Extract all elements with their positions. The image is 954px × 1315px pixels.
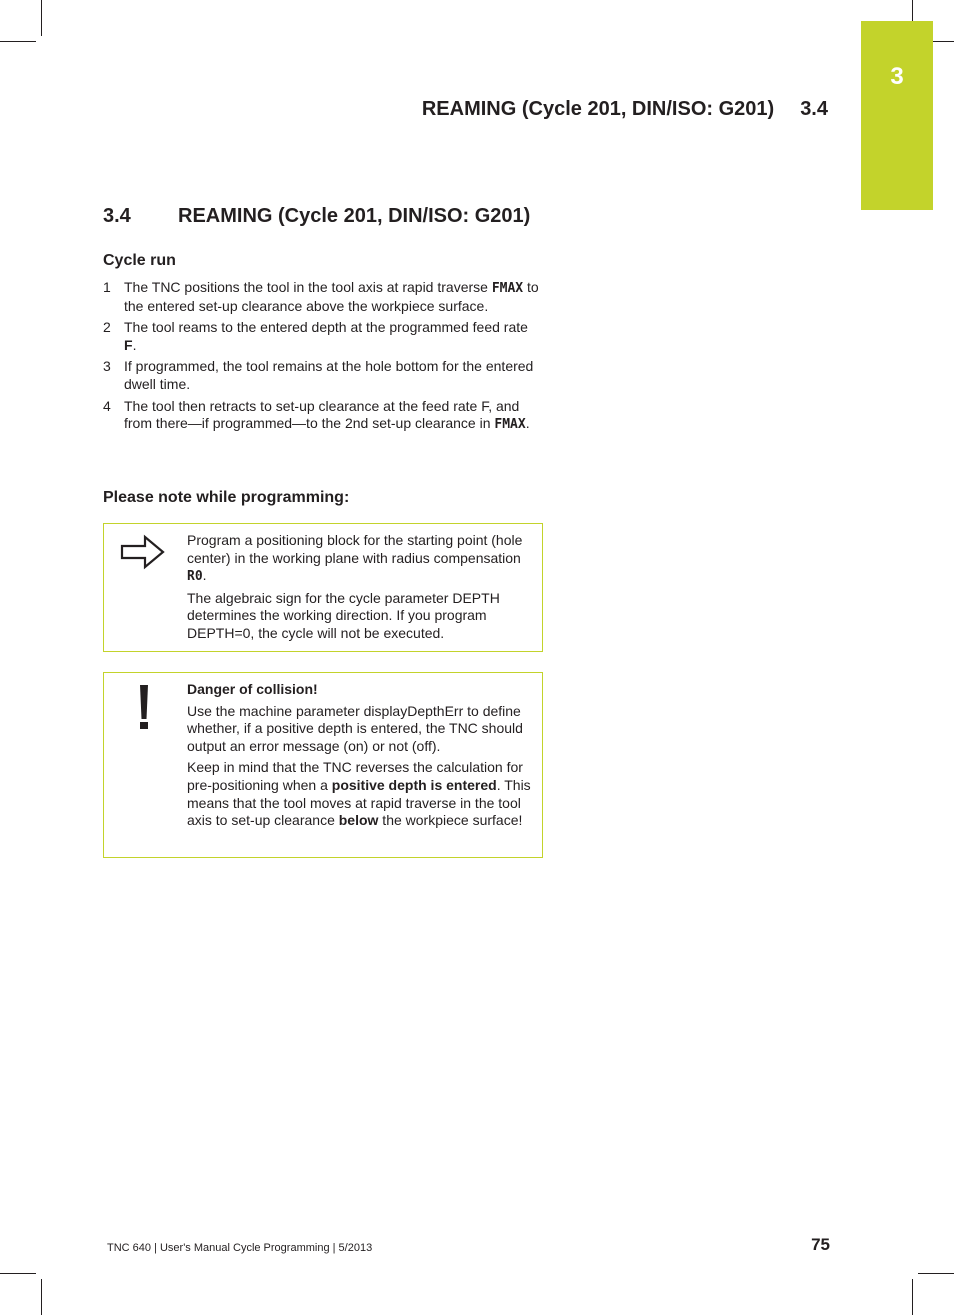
step-text: The TNC positions the tool in the tool axis at rapid traverse (124, 279, 492, 295)
step-code: F (124, 336, 133, 353)
note-code: R0 (187, 569, 203, 585)
notes-heading: Please note while programming: (103, 489, 350, 506)
crop-mark (912, 1279, 913, 1315)
footer-text: TNC 640 | User's Manual Cycle Programming | 5/2013 (107, 1242, 373, 1254)
section-title (103, 205, 530, 228)
crop-mark (918, 1273, 954, 1274)
step-code: FMAX (494, 417, 526, 433)
page-number: 75 (811, 1235, 830, 1254)
step-number: 1 (103, 279, 111, 295)
chapter-number: 3 (890, 63, 904, 90)
step-text: The tool reams to the entered depth at the programmed feed rate (124, 319, 528, 336)
step-number: 3 (103, 358, 111, 375)
step-text: If programmed, the tool remains at the hole bottom for the entered dwell time. (124, 358, 534, 392)
warning-paragraph: Use the machine parameter displayDepthErr to define whether, if a positive depth is entered, the TNC should output an error message (on) or not (off). (187, 702, 523, 754)
running-head-number: 3.4 (800, 98, 828, 120)
step-text: The tool then retracts to set-up clearance at the feed rate F, and from there—if programmed—to the 2nd set-up clearance in (124, 397, 520, 432)
info-note (103, 523, 543, 652)
step-code: FMAX (491, 281, 524, 296)
running-head (422, 98, 828, 121)
list-item (103, 358, 543, 393)
crop-mark (0, 41, 36, 42)
arrow-right-icon (104, 524, 187, 589)
cycle-run-heading: Cycle run (103, 252, 176, 269)
cycle-run-steps (103, 279, 543, 438)
warning-title (187, 681, 534, 699)
warning-note (103, 672, 543, 858)
info-note-paragraph: The algebraic sign for the cycle parameter DEPTH determines the working direction. If you program DEPTH=0, the cycle will not be executed. (187, 589, 500, 641)
step-text: to the entered set-up clearance above the workpiece surface. (124, 279, 539, 314)
list-item (103, 319, 543, 354)
note-text: Program a positioning block for the starting point (hole center) in the working plane with radius compensation (187, 532, 523, 566)
crop-mark (0, 1273, 36, 1274)
note-emphasis: positive depth is entered (331, 776, 497, 793)
note-text: . This means that the tool moves at rapid traverse in the tool axis to set-up clearance (187, 776, 531, 829)
list-item (103, 398, 543, 434)
note-text: Keep in mind that the TNC reverses the calculation for pre-positioning when a (187, 759, 523, 793)
info-note-paragraph (187, 532, 534, 586)
running-head-title: REAMING (Cycle 201, DIN/ISO: G201) (421, 98, 775, 120)
warning-title-text: Danger of collision! (187, 681, 318, 697)
note-emphasis: below (338, 812, 379, 829)
section-title-text: REAMING (Cycle 201, DIN/ISO: G201) (178, 205, 531, 227)
note-text: the workpiece surface! (378, 812, 523, 829)
step-number: 4 (103, 397, 111, 414)
list-item (103, 279, 543, 315)
step-number: 2 (103, 319, 111, 336)
step-text: . (525, 415, 530, 432)
warning-paragraph (187, 759, 534, 829)
section-number: 3.4 (103, 205, 131, 227)
chapter-tab (861, 21, 933, 210)
crop-mark (41, 0, 42, 36)
crop-mark (41, 1279, 42, 1315)
step-text: . (132, 336, 137, 353)
note-text: . (202, 567, 207, 584)
exclamation-icon (104, 673, 187, 748)
